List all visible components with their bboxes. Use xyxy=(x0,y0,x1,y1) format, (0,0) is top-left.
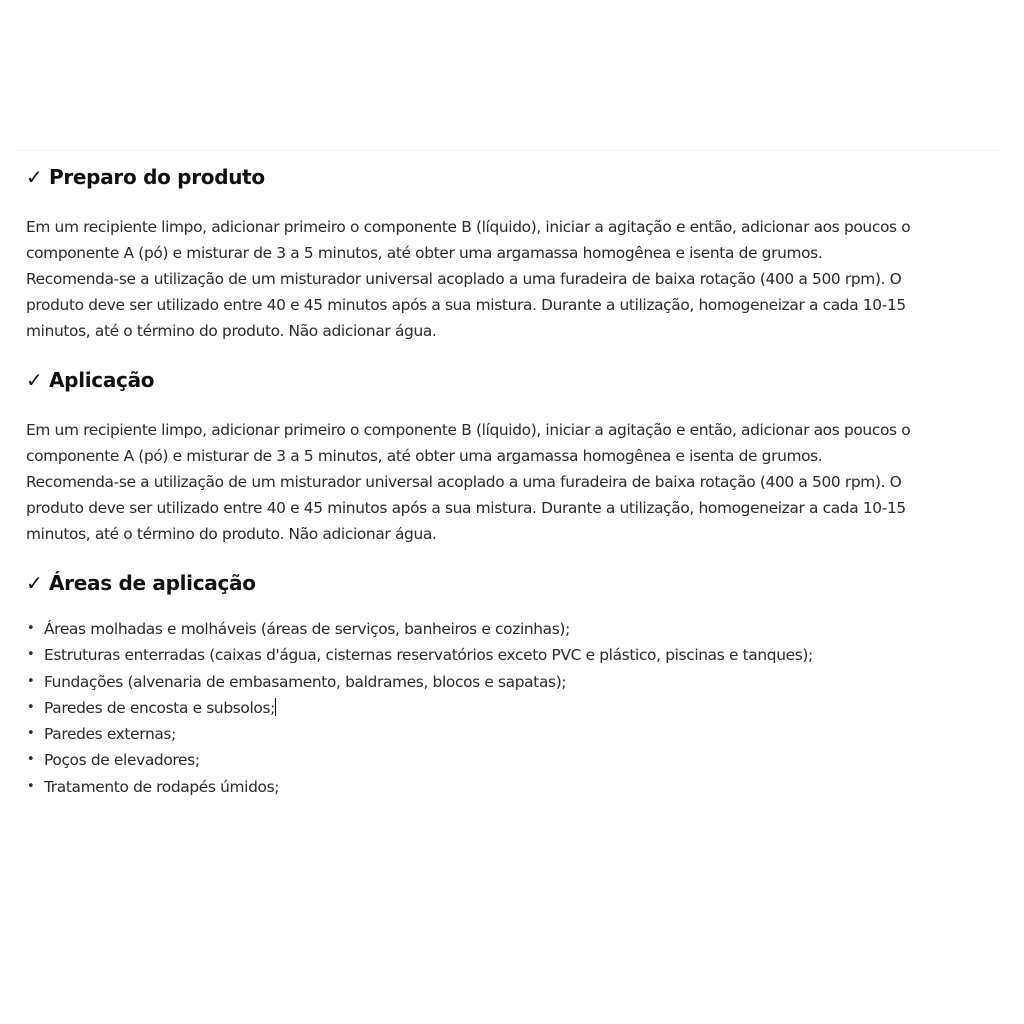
bullet-icon: • xyxy=(27,621,35,636)
section-preparo xyxy=(26,160,996,344)
check-icon: ✓ xyxy=(26,571,43,595)
list-item xyxy=(26,721,996,747)
bullet-icon: • xyxy=(27,647,35,663)
document-body xyxy=(26,160,996,800)
list-item-text: Paredes externas; xyxy=(44,725,176,744)
paragraph-line: Em um recipiente limpo, adicionar primeiro o componente B (líquido), iniciar a agitação e então, adicionar aos poucos o xyxy=(26,218,911,236)
section-paragraph xyxy=(26,417,996,547)
top-divider xyxy=(16,150,1000,151)
section-heading xyxy=(26,160,996,196)
bullet-icon: • xyxy=(27,778,35,794)
paragraph-line: Recomenda-se a utilização de um misturador universal acoplado a uma furadeira de baixa rotação (400 a 500 rpm). O xyxy=(26,270,902,288)
paragraph-line: produto deve ser utilizado entre 40 e 45 minutos após a sua mistura. Durante a utilização, homogeneizar a cada 10-15 xyxy=(26,296,906,314)
list-item-text: Áreas molhadas e molháveis (áreas de serviços, banheiros e cozinhas); xyxy=(44,620,570,638)
heading-text: Aplicação xyxy=(49,368,155,392)
list-item xyxy=(26,774,996,800)
paragraph-line: componente A (pó) e misturar de 3 a 5 minutos, até obter uma argamassa homogênea e isenta de grumos. xyxy=(26,244,823,262)
section-heading xyxy=(26,363,996,399)
bullet-icon: • xyxy=(27,699,35,715)
list-item-text: Paredes de encosta e subsolos; xyxy=(44,698,275,717)
list-item-text: Tratamento de rodapés úmidos; xyxy=(44,777,280,796)
list-item xyxy=(26,747,996,773)
paragraph-line: componente A (pó) e misturar de 3 a 5 minutos, até obter uma argamassa homogênea e isenta de grumos. xyxy=(26,447,823,465)
heading-text: Preparo do produto xyxy=(49,165,265,189)
paragraph-line: produto deve ser utilizado entre 40 e 45 minutos após a sua mistura. Durante a utilização, homogeneizar a cada 10-15 xyxy=(26,499,906,517)
list-item-text: Poços de elevadores; xyxy=(44,751,200,770)
heading-text: Áreas de aplicação xyxy=(49,571,256,595)
list-item xyxy=(26,616,996,642)
bullet-icon: • xyxy=(27,726,35,742)
list-item-text: Estruturas enterradas (caixas d'água, cisternas reservatórios exceto PVC e plástico, piscinas e tanques); xyxy=(44,646,813,665)
paragraph-line: minutos, até o término do produto. Não adicionar água. xyxy=(26,322,437,340)
paragraph-line: Em um recipiente limpo, adicionar primeiro o componente B (líquido), iniciar a agitação e então, adicionar aos poucos o xyxy=(26,421,911,439)
list-item xyxy=(26,642,996,668)
section-aplicacao xyxy=(26,363,996,547)
check-icon: ✓ xyxy=(26,368,43,392)
text-cursor xyxy=(275,698,276,716)
paragraph-line: Recomenda-se a utilização de um misturador universal acoplado a uma furadeira de baixa rotação (400 a 500 rpm). O xyxy=(26,473,902,491)
check-icon: ✓ xyxy=(26,165,43,189)
list-item xyxy=(26,669,996,695)
section-areas xyxy=(26,566,996,800)
areas-list xyxy=(26,616,996,800)
section-heading xyxy=(26,566,996,602)
list-item-text: Fundações (alvenaria de embasamento, baldrames, blocos e sapatas); xyxy=(44,672,567,691)
list-item xyxy=(26,695,996,721)
section-paragraph xyxy=(26,214,996,344)
bullet-icon: • xyxy=(27,752,35,768)
bullet-icon: • xyxy=(27,673,35,689)
paragraph-line: minutos, até o término do produto. Não adicionar água. xyxy=(26,525,437,543)
